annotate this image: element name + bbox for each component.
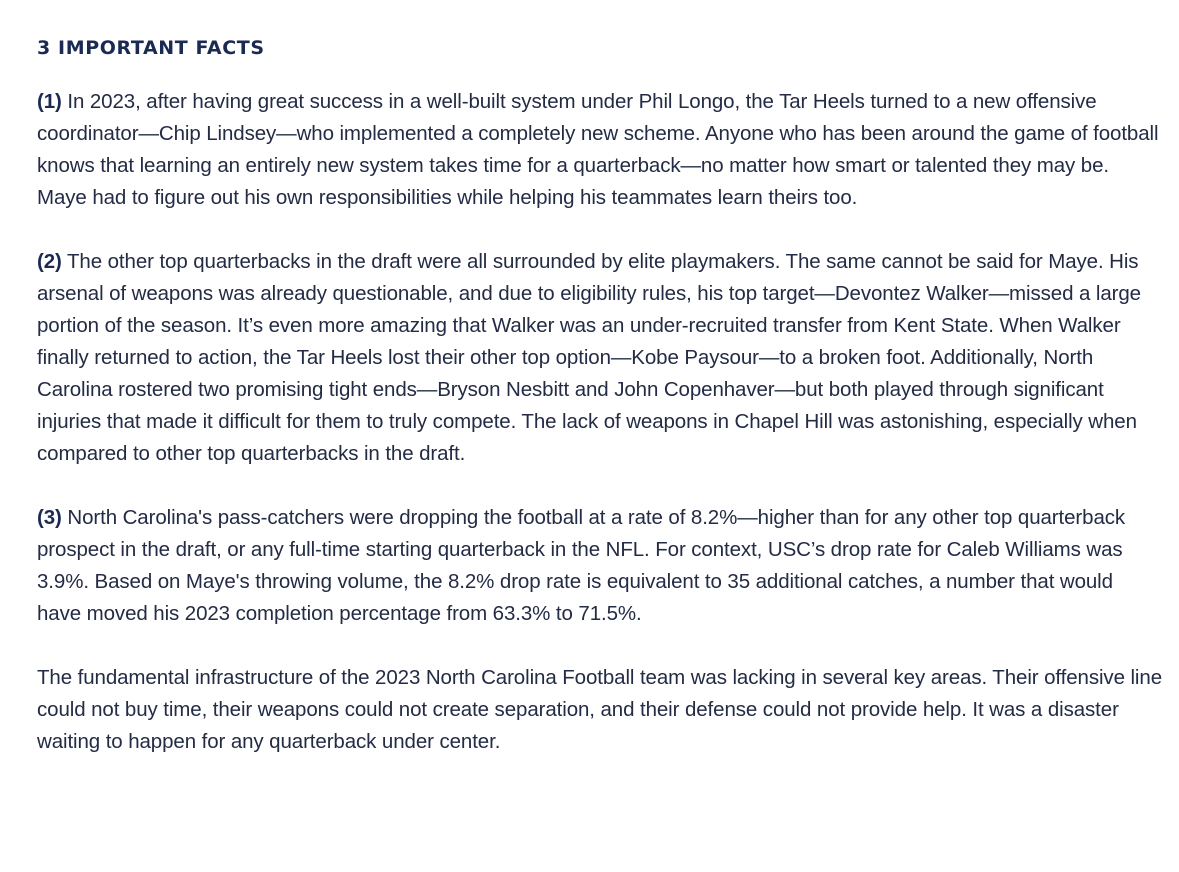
fact-text: North Carolina's pass-catchers were dropping the football at a rate of 8.2%—higher than for any other top quarterback prospect in the draft, or any full-time starting quarterback in the NFL. For context, USC’s drop rate for Caleb Williams was 3.9%. Based on Maye's throwing volume, the 8.2% drop rate is equivalent to 35 additional catches, a number that would have moved his 2023 completion percentage from 63.3% to 71.5%. [37,506,1126,625]
fact-text: The other top quarterbacks in the draft were all surrounded by elite playmakers. The same cannot be said for Maye. His arsenal of weapons was already questionable, and due to eligibility rules, his top target—Devontez Walker—missed a large portion of the season. It’s even more amazing that Walker was an under-recruited transfer from Kent State. When Walker finally returned to action, the Tar Heels lost their other top option—Kobe Paysour—to a broken foot. Additionally, North Carolina rostered two promising tight ends—Bryson Nesbitt and John Copenhaver—but both played through significant injuries that made it difficult for them to truly compete. The lack of weapons in Chapel Hill was astonishing, especially when compared to other top quarterbacks in the draft. [37,250,1141,465]
fact-number: (1) [37,90,62,113]
fact-number: (3) [37,506,62,529]
fact-paragraph-1 [37,86,1162,214]
fact-number: (2) [37,250,62,273]
fact-paragraph-3 [37,502,1162,630]
conclusion-paragraph: The fundamental infrastructure of the 2023 North Carolina Football team was lacking in several key areas. Their offensive line could not buy time, their weapons could not create separation, and their defense could not provide help. It was a disaster waiting to happen for any quarterback under center. [37,666,1162,753]
fact-paragraph-2 [37,246,1162,470]
section-heading: 3 IMPORTANT FACTS [37,37,265,59]
fact-text: In 2023, after having great success in a well-built system under Phil Longo, the Tar Heels turned to a new offensive coordinator—Chip Lindsey—who implemented a completely new scheme. Anyone who has been around the game of football knows that learning an entirely new system takes time for a quarterback—no matter how smart or talented they may be. Maye had to figure out his own responsibilities while helping his teammates learn theirs too. [37,90,1159,209]
article [37,36,1162,790]
